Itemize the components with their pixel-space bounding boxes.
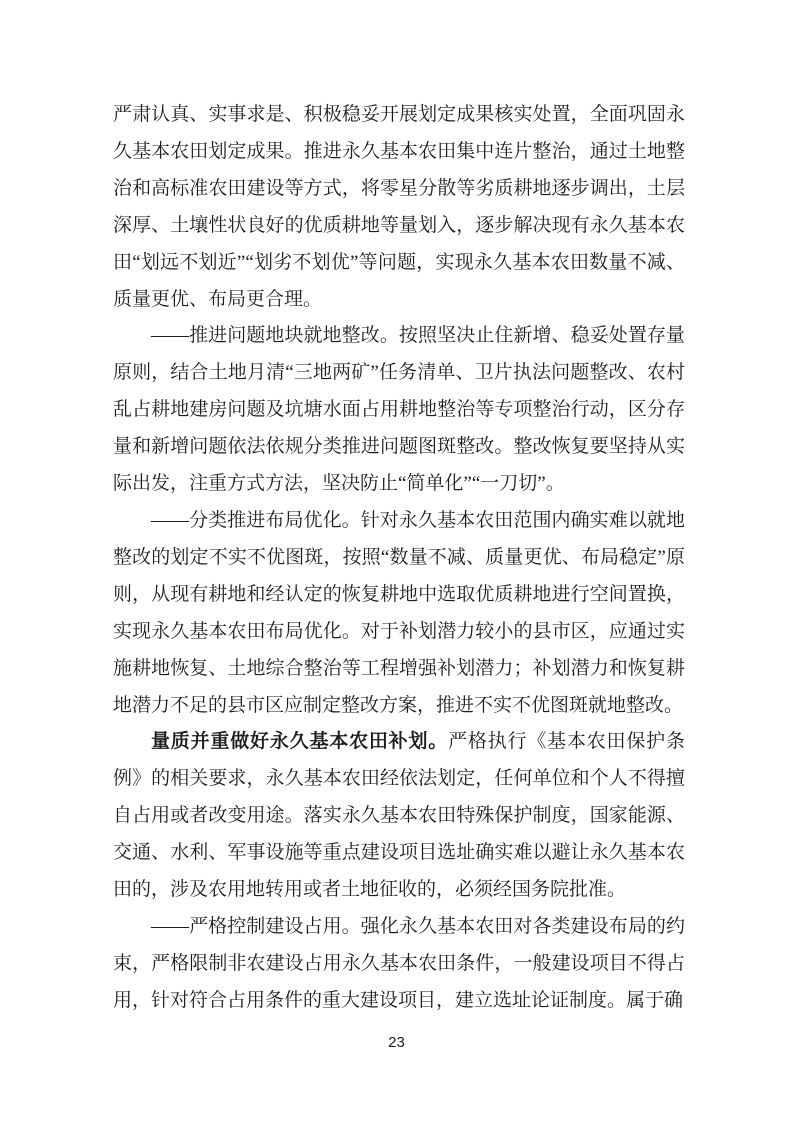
paragraph-dash-item: ——推进问题地块就地整改。按照坚决止住新增、稳妥处置存量原则，结合土地月清“三地两矿”任务清单、卫片执法问题整改、农村乱占耕地建房问题及坑塘水面占用耕地整治等专项整治行动，区分存量和新增问题依法依规分类推进问题图斑整改。整改恢复要坚持从实际出发，注重方式方法，坚决防止“简单化”“一刀切”。 bbox=[113, 325, 685, 495]
paragraph-lead-bold-text: 量质并重做好永久基本农田补划。 bbox=[151, 731, 449, 753]
paragraph-lead bbox=[113, 724, 685, 909]
paragraph-dash-item: ——分类推进布局优化。针对永久基本农田范围内确实难以就地整改的划定不实不优图斑，按照“数量不减、质量更优、布局稳定”原则，从现有耕地和经认定的恢复耕地中选取优质耕地进行空间置换，实现永久基本农田布局优化。对于补划潜力较小的县市区，应通过实施耕地恢复、土地综合整治等工程增强补划潜力；补划潜力和恢复耕地潜力不足的县市区应制定整改方案，推进不实不优图斑就地整改。 bbox=[113, 509, 685, 716]
paragraph-lead-body-text: 严格执行《基本农田保护条例》的相关要求，永久基本农田经依法划定，任何单位和个人不得擅自占用或者改变用途。落实永久基本农田特殊保护制度，国家能源、交通、水利、军事设施等重点建设项目选址确实难以避让永久基本农田的，涉及农用地转用或者土地征收的，必须经国务院批准。 bbox=[113, 731, 685, 901]
paragraph-dash-item: ——严格控制建设占用。强化永久基本农田对各类建设布局的约束，严格限制非农建设占用永久基本农田条件，一般建设项目不得占用，针对符合占用条件的重大建设项目，建立选址论证制度。属于确 bbox=[113, 915, 685, 1011]
document-body bbox=[113, 97, 685, 1020]
paragraph-continuation: 严肃认真、实事求是、积极稳妥开展划定成果核实处置，全面巩固永久基本农田划定成果。推进永久基本农田集中连片整治，通过土地整治和高标准农田建设等方式，将零星分散等劣质耕地逐步调出，土层深厚、土壤性状良好的优质耕地等量划入，逐步解决现有永久基本农田“划远不划近”“划劣不划优”等问题，实现永久基本农田数量不减、质量更优、布局更合理。 bbox=[113, 104, 685, 310]
page-number: 23 bbox=[388, 1034, 405, 1051]
